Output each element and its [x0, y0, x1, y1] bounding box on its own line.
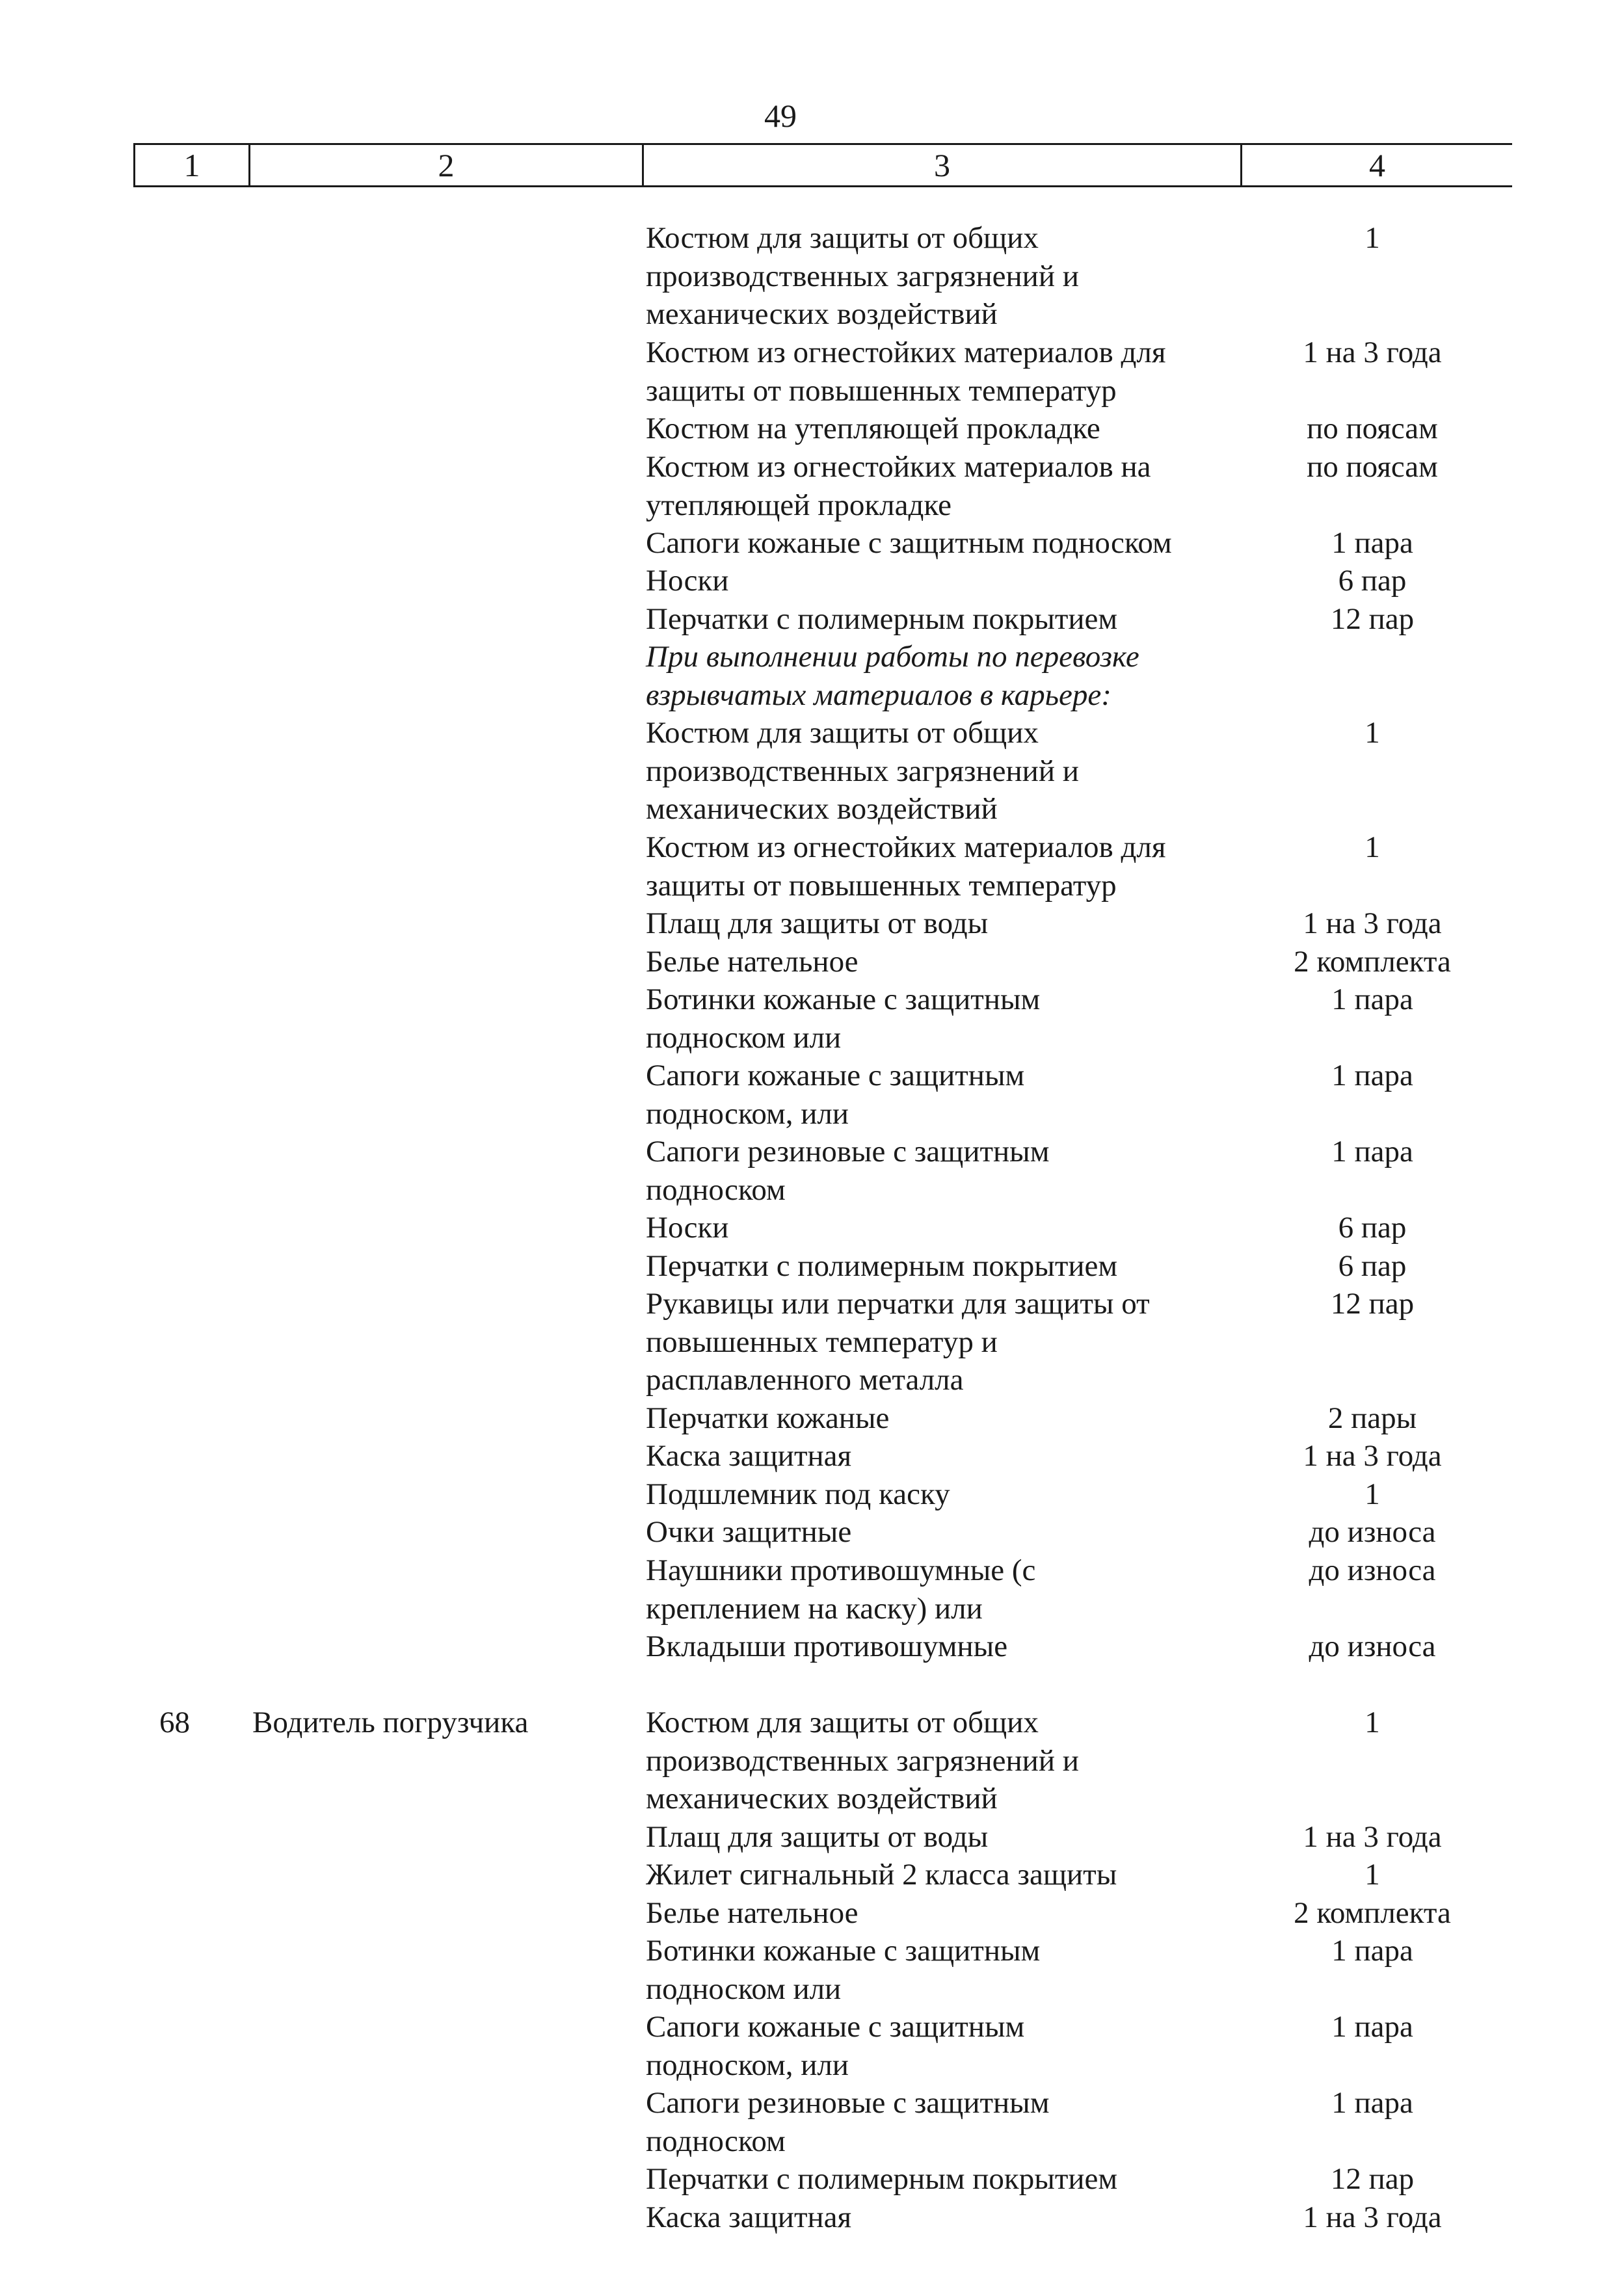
item-name: Белье нательное: [646, 1896, 859, 1930]
item-quantity: 2 пары: [1327, 1401, 1417, 1435]
page-number: 49: [764, 98, 797, 134]
item-quantity: до износа: [1309, 1515, 1436, 1549]
item-quantity: до износа: [1309, 1630, 1436, 1663]
row-number: 68: [159, 1706, 190, 1739]
column-header-1: 1: [133, 145, 250, 185]
item-name: Ботинки кожаные с защитным подноском или: [646, 983, 1041, 1055]
item-quantity: до износа: [1309, 1553, 1436, 1587]
item-name: Сапоги кожаные с защитным подноском, или: [646, 1059, 1025, 1131]
item-quantity: 6 пар: [1338, 1211, 1407, 1245]
item-name: Костюм для защиты от общих производственных загрязнений и механических воздействий: [646, 1706, 1079, 1815]
item-quantity: 12 пар: [1330, 1287, 1415, 1321]
item-quantity: 12 пар: [1330, 2162, 1415, 2196]
item-name: Наушники противошумные (с креплением на каску) или: [646, 1553, 1036, 1626]
item-name: Белье нательное: [646, 945, 859, 979]
item-quantity: по поясам: [1307, 412, 1438, 445]
item-name: Сапоги резиновые с защитным подноском: [646, 2086, 1050, 2158]
item-name: Перчатки с полимерным покрытием: [646, 602, 1118, 636]
column-header-3: 3: [644, 145, 1242, 185]
column-header-row: [133, 143, 1512, 187]
item-name: Костюм из огнестойких материалов для защиты от повышенных температур: [646, 830, 1166, 903]
item-name: Очки защитные: [646, 1515, 852, 1549]
item-name: Костюм для защиты от общих производственных загрязнений и механических воздействий: [646, 221, 1079, 331]
item-name: Сапоги резиновые с защитным подноском: [646, 1135, 1050, 1207]
item-name: Каска защитная: [646, 2200, 852, 2234]
item-name: Костюм из огнестойких материалов для защиты от повышенных температур: [646, 336, 1166, 408]
item-name: Костюм из огнестойких материалов на утепляющей прокладке: [646, 450, 1151, 522]
item-quantity: 1 на 3 года: [1303, 1439, 1442, 1473]
item-quantity: 2 комплекта: [1294, 1896, 1451, 1930]
item-name: Вкладыши противошумные: [646, 1630, 1008, 1663]
item-name: Сапоги кожаные с защитным подноском, или: [646, 2010, 1025, 2082]
item-name: Рукавицы или перчатки для защиты от повышенных температур и расплавленного металла: [646, 1287, 1150, 1397]
item-name: Плащ для защиты от воды: [646, 906, 989, 940]
item-quantity: 1: [1364, 830, 1380, 864]
item-name: Носки: [646, 1211, 729, 1245]
item-quantity: 1 на 3 года: [1303, 1820, 1442, 1854]
column-header-2: 2: [250, 145, 644, 185]
item-name: Каска защитная: [646, 1439, 852, 1473]
item-quantity: 1 пара: [1331, 2086, 1413, 2120]
item-quantity: 1: [1364, 1477, 1380, 1511]
item-name: Сапоги кожаные с защитным подноском: [646, 526, 1172, 560]
item-quantity: 6 пар: [1338, 564, 1407, 598]
item-name: Ботинки кожаные с защитным подноском или: [646, 1934, 1041, 2006]
item-name: Носки: [646, 564, 729, 598]
item-quantity: 1 пара: [1331, 1135, 1413, 1168]
item-quantity: 1 на 3 года: [1303, 906, 1442, 940]
job-title: Водитель погрузчика: [252, 1706, 529, 1739]
item-name: Жилет сигнальный 2 класса защиты: [646, 1858, 1117, 1892]
item-quantity: 1 пара: [1331, 526, 1413, 560]
item-name: Перчатки кожаные: [646, 1401, 890, 1435]
item-name: Перчатки с полимерным покрытием: [646, 2162, 1118, 2196]
item-quantity: 1 пара: [1331, 2010, 1413, 2044]
item-name: Перчатки с полимерным покрытием: [646, 1249, 1118, 1283]
item-quantity: 1 на 3 года: [1303, 336, 1442, 369]
item-quantity: 1: [1364, 716, 1380, 750]
item-name: Подшлемник под каску: [646, 1477, 950, 1511]
item-quantity: по поясам: [1307, 450, 1438, 484]
item-quantity: 6 пар: [1338, 1249, 1407, 1283]
item-quantity: 1 пара: [1331, 1059, 1413, 1092]
item-quantity: 1 пара: [1331, 983, 1413, 1016]
item-quantity: 1: [1364, 1706, 1380, 1739]
item-name: Плащ для защиты от воды: [646, 1820, 989, 1854]
item-name: Костюм на утепляющей прокладке: [646, 412, 1100, 445]
item-name: Костюм для защиты от общих производственных загрязнений и механических воздействий: [646, 716, 1079, 826]
item-quantity: 2 комплекта: [1294, 945, 1451, 979]
section-subheading: При выполнении работы по перевозке взрывчатых материалов в карьере:: [646, 640, 1139, 712]
item-quantity: 12 пар: [1330, 602, 1415, 636]
item-quantity: 1 на 3 года: [1303, 2200, 1442, 2234]
item-quantity: 1: [1364, 221, 1380, 255]
item-quantity: 1: [1364, 1858, 1380, 1892]
item-quantity: 1 пара: [1331, 1934, 1413, 1968]
column-header-4: 4: [1369, 147, 1385, 183]
